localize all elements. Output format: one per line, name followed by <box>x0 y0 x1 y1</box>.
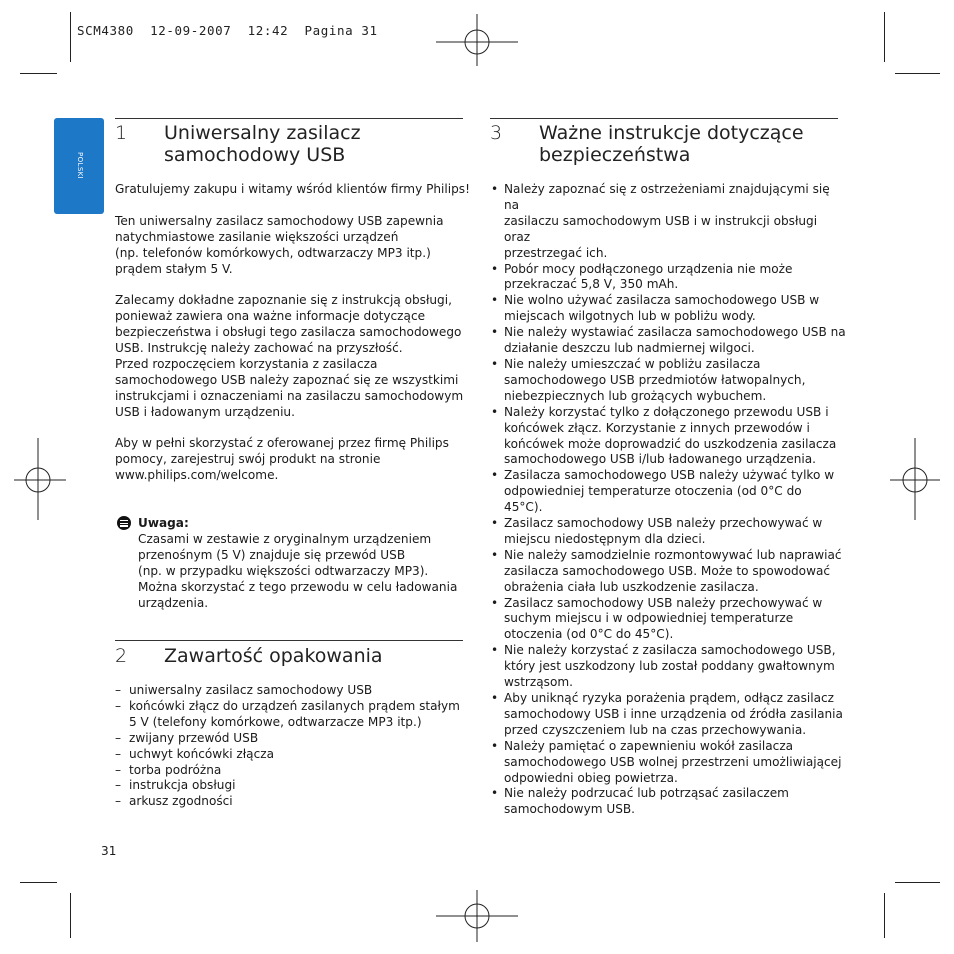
registration-mark-left <box>14 438 66 520</box>
section2-number: 2 <box>115 645 128 667</box>
list-item: • Zasilacz samochodowy USB należy przechowywać w miejscu niedostępnym dla dzieci. <box>490 516 846 548</box>
note-label: Uwaga: <box>138 516 189 530</box>
list-item: • Zasilacz samochodowy USB należy przechowywać w suchym miejscu i w odpowiedniej temperaturze otoczenia (od 0°C do 45°C). <box>490 596 846 644</box>
page-number: 31 <box>101 844 117 858</box>
list-item: • Należy pamiętać o zapewnieniu wokół zasilacza samochodowego USB wolnej przestrzeni umożliwiającej odpowiedni obieg powietrza. <box>490 739 846 787</box>
list-item: – torba podróżna <box>115 763 475 779</box>
list-item: • Zasilacza samochodowego USB należy używać tylko w odpowiedniej temperaturze otoczenia (od 0°C do 45°C). <box>490 468 846 516</box>
paragraph-intro: Ten uniwersalny zasilacz samochodowy USB zapewnia natychmiastowe zasilanie większości urządzeń (np. telefonów komórkowych, odtwarzaczy MP3 itp.) prądem stałym 5 V. <box>115 213 444 276</box>
paragraph-greeting: Gratulujemy zakupu i witamy wśród klientów firmy Philips! <box>115 182 470 196</box>
package-contents-list <box>115 683 475 810</box>
list-item: • Nie należy korzystać z zasilacza samochodowego USB, który jest uszkodzony lub został poddany gwałtownym wstrząsom. <box>490 643 846 691</box>
safety-instructions-list <box>490 182 846 818</box>
list-item: – zwijany przewód USB <box>115 731 475 747</box>
registration-mark-right <box>890 438 940 520</box>
list-item: – uniwersalny zasilacz samochodowy USB <box>115 683 475 699</box>
section2-rule <box>115 640 463 641</box>
language-tab-label: POLSKI <box>76 152 84 180</box>
section2-title: Zawartość opakowania <box>164 645 383 667</box>
list-item: • Nie wolno używać zasilacza samochodowego USB w miejscach wilgotnych lub w pobliżu wody. <box>490 293 846 325</box>
list-item: • Nie należy samodzielnie rozmontowywać lub naprawiać zasilacza samochodowego USB. Może to spowodować obrażenia ciała lub uszkodzenie zasilacza. <box>490 548 846 596</box>
section1-title: Uniwersalny zasilacz samochodowy USB <box>164 122 361 166</box>
list-item: – końcówki złącz do urządzeń zasilanych prądem stałym 5 V (telefony komórkowe, odtwarzacze MP3 itp.) <box>115 699 475 731</box>
list-item: • Należy korzystać tylko z dołączonego przewodu USB i końcówek złącz. Korzystanie z innych przewodów i końcówek może doprowadzić do uszkodzenia zasilacza samochodowego USB i/lub ładowanego urządzenia. <box>490 405 846 469</box>
section3-rule <box>490 118 838 119</box>
paragraph-registration: Aby w pełni skorzystać z oferowanej przez firmę Philips pomocy, zarejestruj swój produkt na stronie www.philips.com/welcome. <box>115 436 475 484</box>
registration-mark-top <box>436 14 518 66</box>
list-item: • Należy zapoznać się z ostrzeżeniami znajdującymi się na zasilaczu samochodowym USB i w instrukcji obsługi oraz przestrzegać ich. <box>490 182 846 262</box>
section1-rule <box>115 118 463 119</box>
section3-number: 3 <box>490 122 503 144</box>
section1-body <box>115 182 475 484</box>
list-item: – uchwyt końcówki złącza <box>115 747 475 763</box>
list-item: • Pobór mocy podłączonego urządzenia nie może przekraczać 5,8 V, 350 mAh. <box>490 262 846 294</box>
registration-mark-bottom <box>436 890 518 942</box>
list-item: • Aby uniknąć ryzyka porażenia prądem, odłącz zasilacz samochodowy USB i inne urządzenia od źródła zasilania przed czyszczeniem lub na czas przechowywania. <box>490 691 846 739</box>
list-item: – arkusz zgodności <box>115 794 475 810</box>
note-icon <box>117 516 131 530</box>
philips-welcome-link[interactable]: www.philips.com/welcome. <box>115 468 279 483</box>
paragraph-recommendation: Zalecamy dokładne zapoznanie się z instrukcją obsługi, ponieważ zawiera ona ważne informacje dotyczące bezpieczeństwa i obsługi tego zasilacza samochodowego USB. Instrukcję należy zachować na przyszłość. Przed rozpoczęciem korzystania z zasilacza samochodowego USB należy zapoznać się ze wszystkimi instrukcjami i oznaczeniami na zasilaczu samochodowym USB i ładowanym urządzeniu. <box>115 293 464 419</box>
print-job-header: SCM4380 12-09-2007 12:42 Pagina 31 <box>77 23 378 38</box>
list-item: • Nie należy podrzucać lub potrząsać zasilaczem samochodowym USB. <box>490 786 846 818</box>
section1-number: 1 <box>115 122 128 144</box>
language-tab <box>54 118 104 214</box>
list-item: – instrukcja obsługi <box>115 778 475 794</box>
list-item: • Nie należy umieszczać w pobliżu zasilacza samochodowego USB przedmiotów łatwopalnych, niebezpiecznych lub grożących wybuchem. <box>490 357 846 405</box>
section3-title: Ważne instrukcje dotyczące bezpieczeństwa <box>539 122 804 166</box>
list-item: • Nie należy wystawiać zasilacza samochodowego USB na działanie deszczu lub nadmiernej wilgoci. <box>490 325 846 357</box>
note-block: Uwaga: Czasami w zestawie z oryginalnym urządzeniem przenośnym (5 V) znajduje się przewód USB (np. w przypadku większości odtwarzaczy MP3). Można skorzystać z tego przewodu w celu ładowania urządzenia. <box>138 516 468 611</box>
